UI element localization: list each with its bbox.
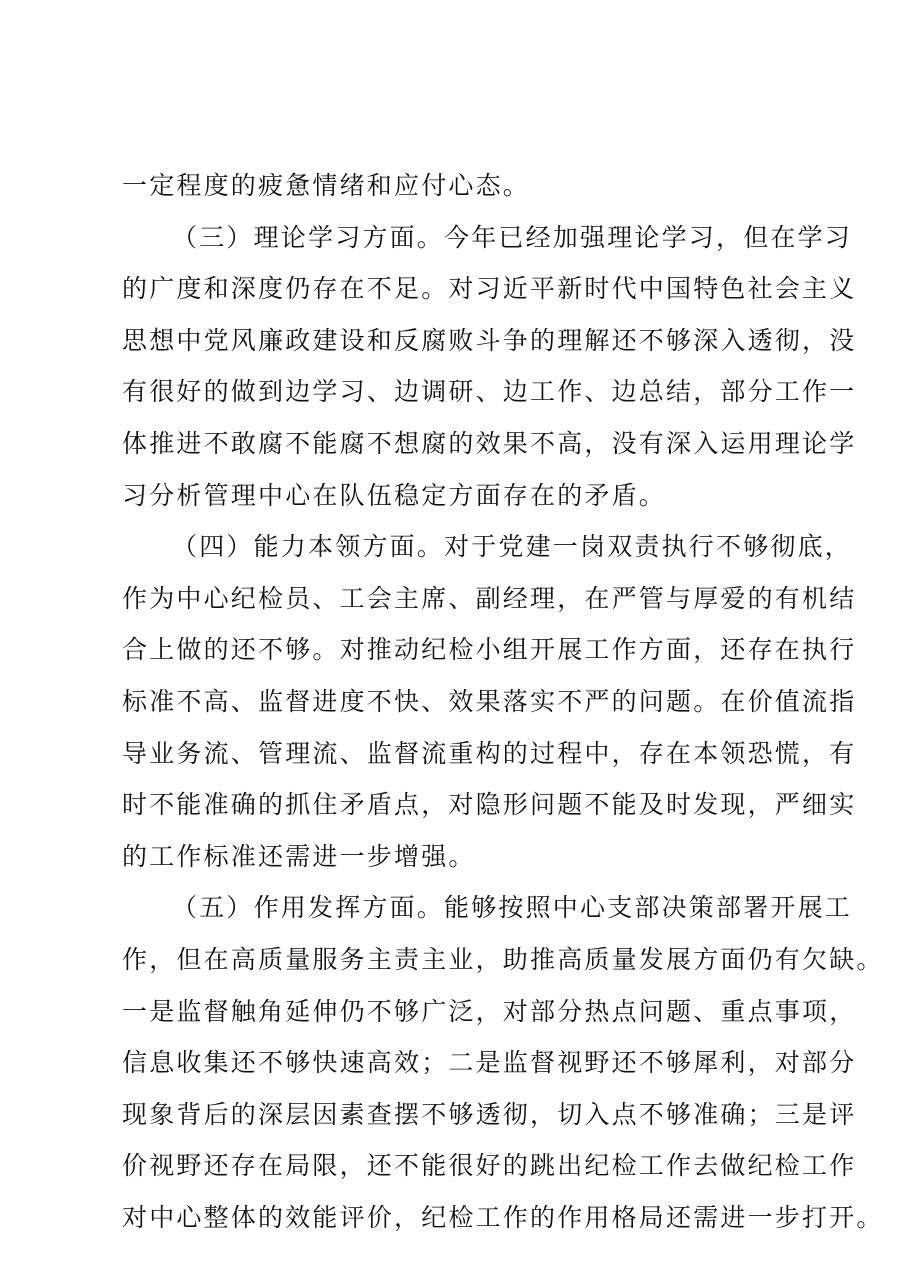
section-heading-line: （五）作用发挥方面。能够按照中心支部决策部署开展工 bbox=[172, 893, 853, 923]
text-line: 的工作标准还需进一步增强。 bbox=[122, 841, 476, 871]
text-line: 的广度和深度仍存在不足。对习近平新时代中国特色社会主义 bbox=[122, 274, 857, 304]
text-line: 作，但在高质量服务主责主业，助推高质量发展方面仍有欠缺。 bbox=[122, 944, 884, 974]
text-line: 一是监督触角延伸仍不够广泛，对部分热点问题、重点事项， bbox=[122, 996, 857, 1026]
text-line: 体推进不敢腐不能腐不想腐的效果不高，没有深入运用理论学 bbox=[122, 428, 857, 458]
text-line: 标准不高、监督进度不快、效果落实不严的问题。在价值流指 bbox=[122, 686, 857, 716]
section-heading-line: （四）能力本领方面。对于党建一岗双责执行不够彻底， bbox=[172, 532, 853, 562]
text-line: 作为中心纪检员、工会主席、副经理，在严管与厚爱的有机结 bbox=[122, 583, 857, 613]
section-heading-line: （三）理论学习方面。今年已经加强理论学习，但在学习 bbox=[172, 222, 853, 252]
text-line: 合上做的还不够。对推动纪检小组开展工作方面，还存在执行 bbox=[122, 635, 857, 665]
text-line: 习分析管理中心在队伍稳定方面存在的矛盾。 bbox=[122, 480, 667, 510]
text-line: 有很好的做到边学习、边调研、边工作、边总结，部分工作一 bbox=[122, 377, 857, 407]
text-line: 对中心整体的效能评价，纪检工作的作用格局还需进一步打开。 bbox=[122, 1202, 884, 1232]
text-line: 一定程度的疲惫情绪和应付心态。 bbox=[122, 171, 531, 200]
text-line: 现象背后的深层因素查摆不够透彻，切入点不够准确；三是评 bbox=[122, 1099, 857, 1129]
text-line: 信息收集还不够快速高效；二是监督视野还不够犀利，对部分 bbox=[122, 1048, 857, 1078]
text-line: 思想中党风廉政建设和反腐败斗争的理解还不够深入透彻，没 bbox=[122, 325, 857, 355]
document-body bbox=[122, 160, 884, 1243]
text-line: 时不能准确的抓住矛盾点，对隐形问题不能及时发现，严细实 bbox=[122, 790, 857, 820]
text-line: 导业务流、管理流、监督流重构的过程中，存在本领恐慌，有 bbox=[122, 738, 857, 768]
text-line: 价视野还存在局限，还不能很好的跳出纪检工作去做纪检工作 bbox=[122, 1151, 857, 1181]
